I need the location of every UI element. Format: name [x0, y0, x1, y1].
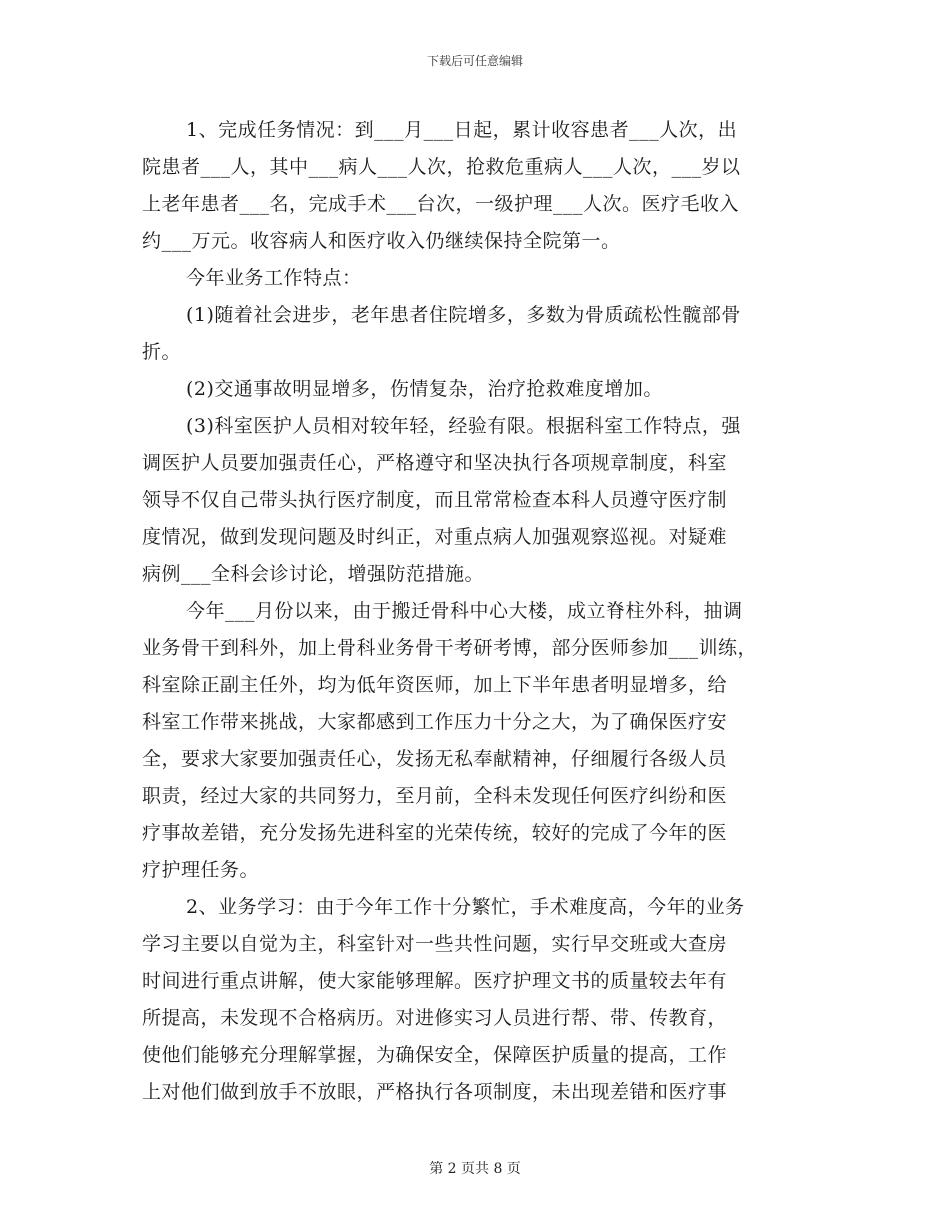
paragraph-line: 全，要求大家要加强责任心，发扬无私奉献精神，仔细履行各级人员 — [142, 748, 728, 770]
paragraph-line: 病例___全科会诊讨论，增强防范措施。 — [142, 563, 485, 585]
paragraph-line: 所提高，未发现不合格病历。对进修实习人员进行帮、带、传教育， — [142, 1007, 728, 1029]
paragraph-line: 折。 — [142, 341, 182, 363]
paragraph-line: 疗事故差错，充分发扬先进科室的光荣传统，较好的完成了今年的医 — [142, 822, 728, 844]
paragraph-line: 1、完成任务情况：到___月___日起，累计收容患者___人次，出 — [186, 119, 738, 141]
page-footer: 第 2 页共 8 页 — [429, 1161, 521, 1177]
paragraph-line: 度情况，做到发现问题及时纠正，对重点病人加强观察巡视。对疑难 — [142, 526, 728, 548]
paragraph-line: 调医护人员要加强责任心，严格遵守和坚决执行各项规章制度，科室 — [142, 452, 728, 474]
paragraph-line: 今年___月份以来，由于搬迁骨科中心大楼，成立脊柱外科，抽调 — [186, 600, 743, 622]
paragraph-line: 使他们能够充分理解掌握，为确保安全，保障医护质量的提高，工作 — [142, 1044, 728, 1066]
paragraph-line: 今年业务工作特点： — [186, 267, 362, 289]
paragraph-line: 学习主要以自觉为主，科室针对一些共性问题，实行早交班或大查房 — [142, 933, 728, 955]
paragraph-line: 职责，经过大家的共同努力，至月前，全科未发现任何医疗纠纷和医 — [142, 785, 728, 807]
paragraph-line: (1)随着社会进步，老年患者住院增多，多数为骨质疏松性髋部骨 — [186, 304, 741, 326]
paragraph-line: 领导不仅自己带头执行医疗制度，而且常常检查本科人员遵守医疗制 — [142, 489, 728, 511]
document-body — [142, 112, 814, 1111]
paragraph-line: 院患者___人，其中___病人___人次，抢救危重病人___人次，___岁以 — [142, 156, 741, 178]
paragraph-line: 疗护理任务。 — [142, 859, 260, 881]
paragraph-line: 约___万元。收容病人和医疗收入仍继续保持全院第一。 — [142, 230, 621, 252]
paragraph-line: 上对他们做到放手不放眼，严格执行各项制度，未出现差错和医疗事 — [142, 1081, 728, 1103]
paragraph-line: (2)交通事故明显增多，伤情复杂，治疗抢救难度增加。 — [186, 378, 663, 400]
paragraph-line: 2、业务学习：由于今年工作十分繁忙，手术难度高，今年的业务 — [186, 896, 745, 918]
paragraph-line: 科室工作带来挑战，大家都感到工作压力十分之大，为了确保医疗安 — [142, 711, 728, 733]
paragraph-line: (3)科室医护人员相对较年轻，经验有限。根据科室工作特点，强 — [186, 415, 741, 437]
page-header: 下载后可任意编辑 — [426, 54, 523, 68]
paragraph-line: 上老年患者___名，完成手术___台次，一级护理___人次。医疗毛收入 — [142, 193, 740, 215]
paragraph-line: 时间进行重点讲解，使大家能够理解。医疗护理文书的质量较去年有 — [142, 970, 728, 992]
paragraph-line: 业务骨干到科外，加上骨科业务骨干考研考博，部分医师参加___训练， — [142, 637, 758, 659]
paragraph-line: 科室除正副主任外，均为低年资医师，加上下半年患者明显增多，给 — [142, 674, 728, 696]
